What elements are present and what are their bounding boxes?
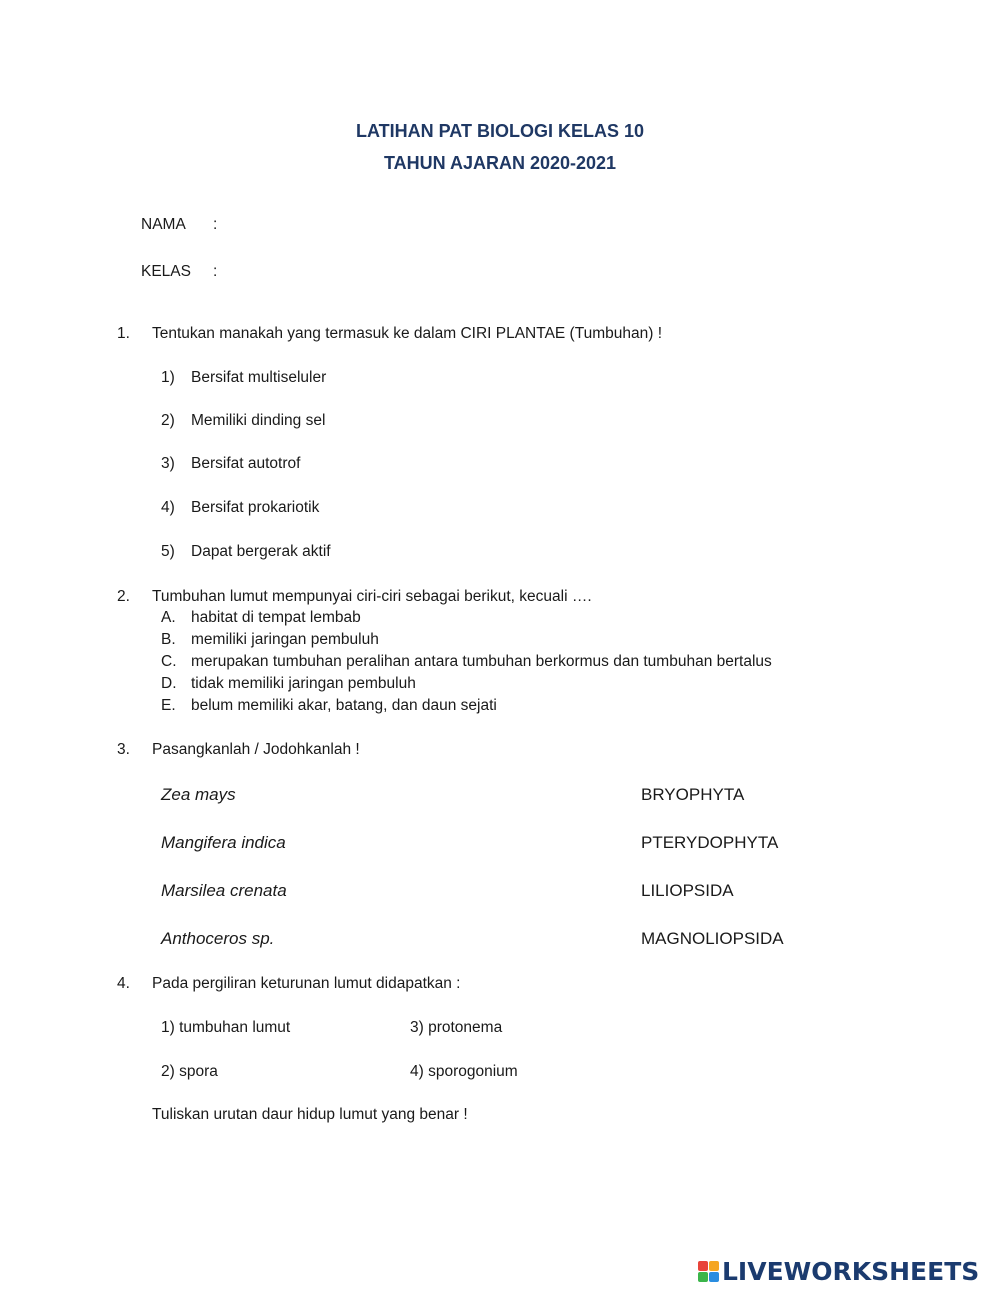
q4-item: 1) tumbuhan lumut <box>161 1019 291 1036</box>
q4-item: 4) sporogonium <box>410 1063 518 1080</box>
q2-option-letter: C. <box>161 653 177 670</box>
q2-option-text: belum memiliki akar, batang, dan daun sejati <box>191 697 497 714</box>
logo-square-green <box>698 1272 708 1282</box>
match-left-item: Anthoceros sp. <box>161 929 275 948</box>
match-right-item: PTERYDOPHYTA <box>641 833 779 852</box>
name-colon: : <box>213 216 218 233</box>
name-label: NAMA <box>141 216 186 233</box>
q2-option-text: merupakan tumbuhan peralihan antara tumbuhan berkormus dan tumbuhan bertalus <box>191 653 772 670</box>
q4-item: 2) spora <box>161 1063 218 1080</box>
q4-instruction: Tuliskan urutan daur hidup lumut yang benar ! <box>152 1106 468 1123</box>
q2-option-letter: B. <box>161 631 176 648</box>
q2-option-text: habitat di tempat lembab <box>191 609 361 626</box>
match-left-item: Marsilea crenata <box>161 881 287 900</box>
q2-option-letter: D. <box>161 675 177 692</box>
q1-option-number: 4) <box>161 499 175 516</box>
match-left-item: Mangifera indica <box>161 833 286 852</box>
q1-option-text: Bersifat multiseluler <box>191 369 327 386</box>
q1-option-number: 1) <box>161 369 175 386</box>
q2-option-letter: A. <box>161 609 176 626</box>
class-colon: : <box>213 263 218 280</box>
q1-option-text: Memiliki dinding sel <box>191 412 326 429</box>
match-right-item: MAGNOLIOPSIDA <box>641 929 784 948</box>
question-1-text: Tentukan manakah yang termasuk ke dalam CIRI PLANTAE (Tumbuhan) ! <box>152 325 663 342</box>
question-2-text: Tumbuhan lumut mempunyai ciri-ciri sebagai berikut, kecuali …. <box>152 588 592 605</box>
q2-option-text: memiliki jaringan pembuluh <box>191 631 379 648</box>
liveworksheets-logo <box>698 1256 979 1286</box>
q1-option-text: Bersifat prokariotik <box>191 499 320 516</box>
q1-option-text: Dapat bergerak aktif <box>191 543 331 560</box>
q2-option-text: tidak memiliki jaringan pembuluh <box>191 675 416 692</box>
q1-option-number: 3) <box>161 455 175 472</box>
question-3-text: Pasangkanlah / Jodohkanlah ! <box>152 741 360 758</box>
q1-option-number: 5) <box>161 543 175 560</box>
logo-text: LIVEWORKSHEETS <box>722 1256 980 1286</box>
page-title: LATIHAN PAT BIOLOGI KELAS 10 <box>355 121 644 141</box>
question-3-number: 3. <box>117 741 130 758</box>
q4-item: 3) protonema <box>410 1019 503 1036</box>
q1-option-number: 2) <box>161 412 175 429</box>
logo-square-orange <box>709 1261 719 1271</box>
question-1-number: 1. <box>117 325 130 342</box>
page-subtitle: TAHUN AJARAN 2020-2021 <box>383 153 617 173</box>
liveworksheets-logo-icon <box>698 1261 719 1282</box>
question-4-text: Pada pergiliran keturunan lumut didapatkan : <box>152 975 461 992</box>
logo-square-blue <box>709 1272 719 1282</box>
q2-option-letter: E. <box>161 697 176 714</box>
class-label: KELAS <box>141 263 191 280</box>
match-right-item: LILIOPSIDA <box>641 881 734 900</box>
question-2-number: 2. <box>117 588 130 605</box>
match-right-item: BRYOPHYTA <box>641 785 745 804</box>
logo-square-red <box>698 1261 708 1271</box>
q1-option-text: Bersifat autotrof <box>191 455 301 472</box>
match-left-item: Zea mays <box>161 785 236 804</box>
question-4-number: 4. <box>117 975 130 992</box>
